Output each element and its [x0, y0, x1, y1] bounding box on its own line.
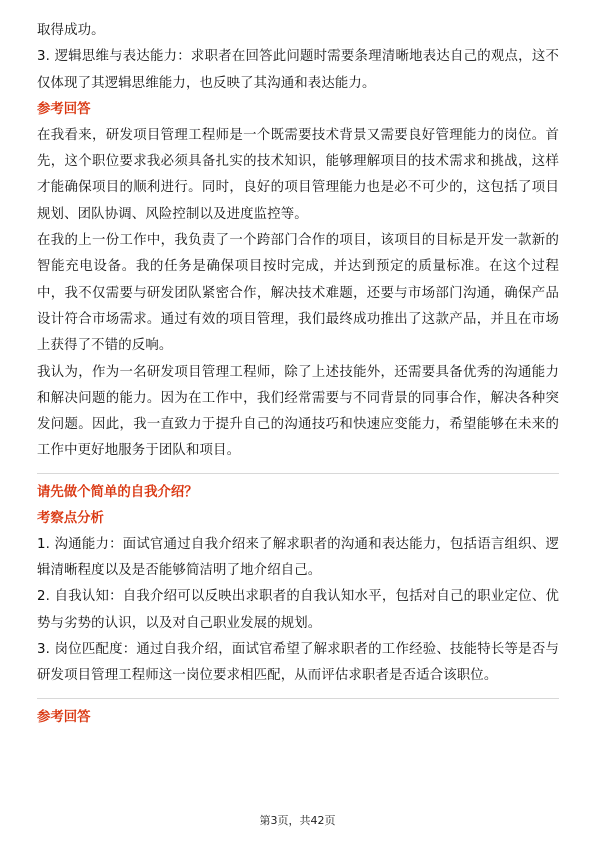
answer-paragraph: 在我看来，研发项目管理工程师是一个既需要技术背景又需要良好管理能力的岗位。首先，这个职位要求我必须具备扎实的技术知识，能够理解项目的技术需求和挑战，这样才能确保项目的顺利进行。同时，良好的项目管理能力也是必不可少的，这包括了项目规划、团队协调、风险控制以及进度监控等。 — [37, 127, 559, 222]
analysis-point: 2. 自我认知：自我介绍可以反映出求职者的自我认知水平，包括对自己的职业定位、优势与劣势的认识，以及对自己职业发展的规划。 — [37, 589, 559, 631]
document-page — [37, 18, 559, 731]
analysis-point: 1. 沟通能力：面试官通过自我介绍来了解求职者的沟通和表达能力，包括语言组织、逻辑清晰程度以及是否能够简洁明了地介绍自己。 — [37, 536, 559, 579]
analysis-point-3: 3. 逻辑思维与表达能力：求职者在回答此问题时需要条理清晰地表达自己的观点，这不仅体现了其逻辑思维能力，也反映了其沟通和表达能力。 — [37, 49, 559, 91]
question-heading: 请先做个简单的自我介绍？ — [37, 484, 198, 500]
answer-paragraph: 我认为，作为一名研发项目管理工程师，除了上述技能外，还需要具备优秀的沟通能力和解决问题的能力。因为在工作中，我们经常需要与不同背景的同事合作，解决各种突发问题。因此，我一直致力于提升自己的沟通技巧和快速应变能力，希望能够在未来的工作中更好地服务于团队和项目。 — [37, 364, 559, 459]
reference-answer-heading: 参考回答 — [37, 101, 91, 117]
answer-paragraph: 在我的上一份工作中，我负责了一个跨部门合作的项目，该项目的目标是开发一款新的智能充电设备。我的任务是确保项目按时完成，并达到预定的质量标准。在这个过程中，我不仅需要与研发团队紧密合作，解决技术难题，还要与市场部门沟通，确保产品设计符合市场需求。通过有效的项目管理，我们最终成功推出了这款产品，并且在市场上获得了不错的反响。 — [37, 233, 559, 354]
analysis-point: 3. 岗位匹配度：通过自我介绍，面试官希望了解求职者的工作经验、技能特长等是否与研发项目管理工程师这一岗位要求相匹配，从而评估求职者是否适合该职位。 — [37, 641, 559, 684]
reference-answer-heading: 参考回答 — [37, 709, 91, 725]
page-number: 第3页，共42页 — [259, 814, 336, 827]
continuation-text: 取得成功。 — [37, 23, 105, 38]
analysis-heading: 考察点分析 — [37, 510, 104, 526]
section-divider — [37, 698, 559, 699]
section-divider — [37, 473, 559, 474]
